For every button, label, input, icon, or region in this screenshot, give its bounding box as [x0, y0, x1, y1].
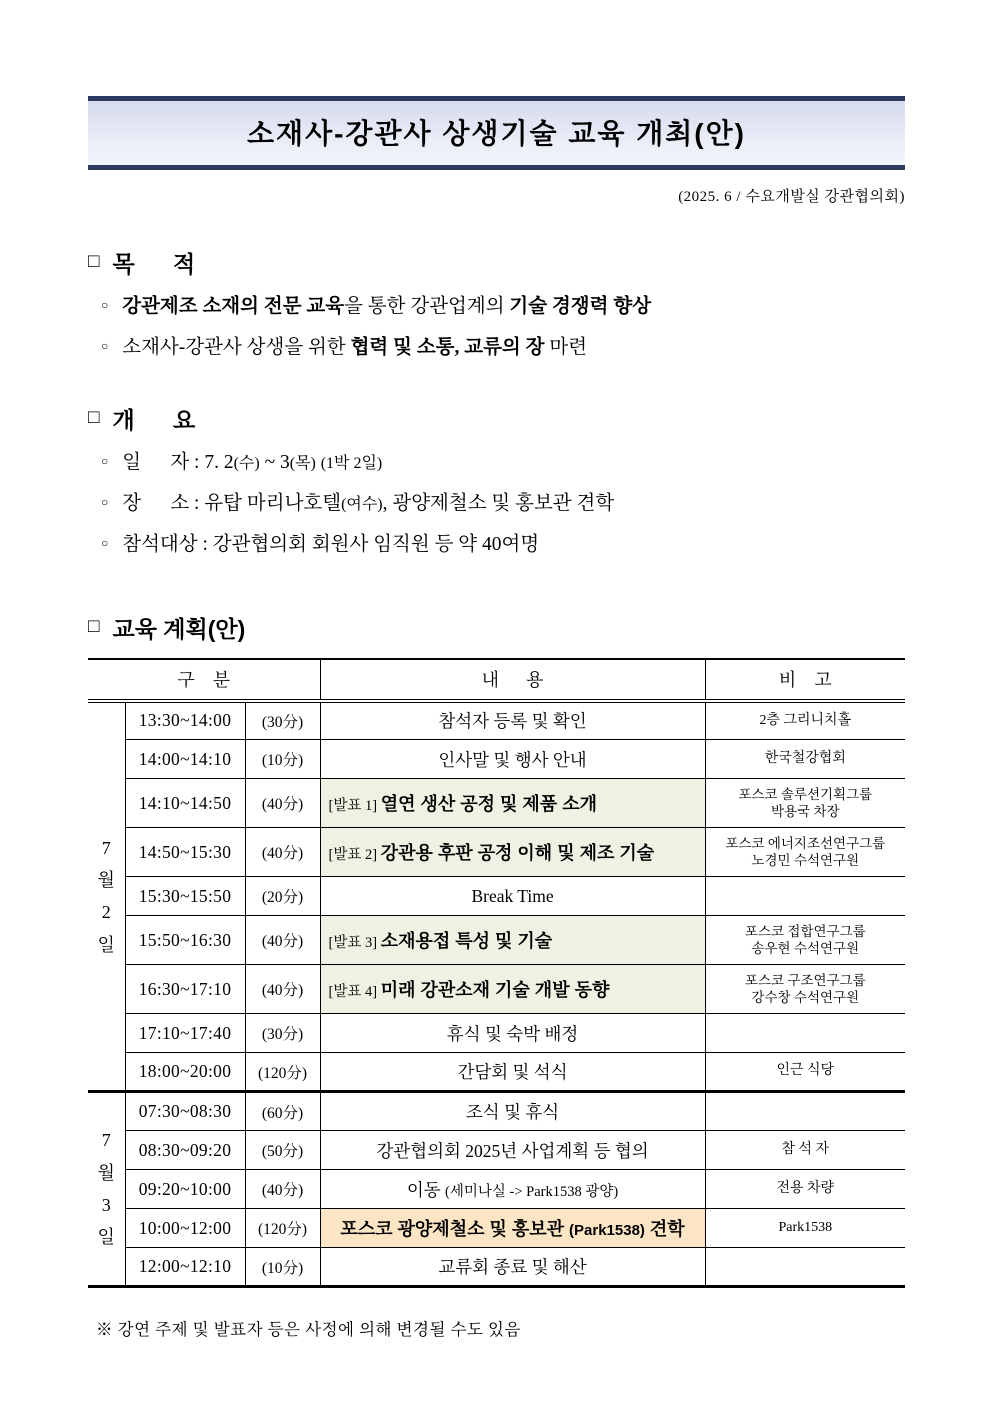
remark-cell — [705, 828, 905, 877]
table-header-row — [88, 659, 905, 701]
content-cell — [320, 1170, 705, 1209]
column-header-remarks: 비 고 — [705, 659, 905, 701]
day-label-cell — [88, 1092, 125, 1287]
time-cell: 14:00~14:10 — [125, 740, 245, 779]
remark-line: 박용국 차장 — [770, 804, 840, 820]
title-banner — [88, 96, 905, 170]
time-cell: 07:30~08:30 — [125, 1092, 245, 1131]
text-part: (Park1538) — [569, 1222, 645, 1240]
remark-line: 2층 그리니치홀 — [759, 712, 852, 728]
remark-cell — [705, 916, 905, 965]
text-part: 장 소 : 유탑 마리나호텔 — [122, 492, 342, 514]
section-purpose — [88, 246, 905, 362]
text-part: , 광양제철소 및 홍보관 견학 — [382, 492, 615, 514]
text-part: 소재사-강관사 상생을 위한 — [122, 337, 351, 359]
column-header-category: 구 분 — [88, 659, 320, 701]
document-title: 소재사-강관사 상생기술 교육 개최(안) — [246, 118, 747, 149]
schedule-row — [88, 740, 905, 779]
overview-item-place — [88, 491, 905, 517]
remark-cell — [705, 1131, 905, 1170]
purpose-item — [88, 294, 905, 320]
duration-cell: (10分) — [245, 1248, 320, 1287]
time-cell: 12:00~12:10 — [125, 1248, 245, 1287]
overview-item-text — [122, 491, 614, 517]
schedule-row — [88, 965, 905, 1014]
remark-line: 강수창 수석연구원 — [751, 990, 860, 1006]
overview-item-text — [122, 532, 539, 558]
content-cell — [320, 916, 705, 965]
remark-line: 송우현 수석연구원 — [751, 941, 860, 957]
square-bullet-icon: □ — [88, 615, 100, 637]
remark-cell — [705, 740, 905, 779]
schedule-row — [88, 916, 905, 965]
duration-cell: (120分) — [245, 1209, 320, 1248]
date-source: (2025. 6 / 수요개발실 강관협의회) — [678, 189, 905, 205]
text-part: 포스코 광양제철소 및 홍보관 — [340, 1219, 570, 1240]
content-cell — [320, 740, 705, 779]
time-cell: 18:00~20:00 — [125, 1053, 245, 1092]
square-bullet-icon: □ — [88, 406, 100, 428]
remark-line: 한국철강협회 — [764, 750, 846, 766]
section-overview-title: 개 요 — [112, 406, 196, 433]
remark-cell — [705, 1209, 905, 1248]
duration-cell: (30分) — [245, 701, 320, 740]
text-part: 교류회 종료 및 해산 — [438, 1257, 587, 1278]
text-part: (수) — [233, 454, 260, 472]
circle-bullet-icon: ○ — [101, 536, 109, 551]
text-part: 열연 생산 공정 및 제품 소개 — [380, 794, 597, 815]
circle-bullet-icon: ○ — [101, 298, 109, 312]
remark-line: 노경민 수석연구원 — [751, 853, 860, 869]
schedule-row — [88, 1053, 905, 1092]
purpose-item-text — [122, 294, 651, 320]
content-cell — [320, 701, 705, 740]
text-part: (1박 2일) — [320, 454, 383, 472]
time-cell: 10:00~12:00 — [125, 1209, 245, 1248]
text-part: 강관용 후판 공정 이해 및 제조 기술 — [380, 843, 655, 864]
section-overview-header — [88, 402, 905, 435]
duration-cell: (20分) — [245, 877, 320, 916]
remark-cell — [705, 1092, 905, 1131]
circle-bullet-icon: ○ — [101, 339, 109, 354]
text-part: [발표 2] — [328, 847, 381, 864]
remark-line: 포스코 접합연구그룹 — [744, 923, 866, 939]
remark-cell — [705, 1248, 905, 1287]
schedule-row — [88, 1248, 905, 1287]
remark-cell — [705, 1014, 905, 1053]
content-cell — [320, 1248, 705, 1287]
schedule-row — [88, 1170, 905, 1209]
schedule-row — [88, 1014, 905, 1053]
content-cell — [320, 1131, 705, 1170]
plan-table-body — [88, 701, 905, 1287]
remark-cell — [705, 1053, 905, 1092]
purpose-item-text — [122, 335, 587, 361]
content-cell — [320, 779, 705, 828]
duration-cell: (40分) — [245, 1170, 320, 1209]
section-plan-header — [88, 611, 905, 644]
overview-item-text — [122, 450, 382, 476]
circle-bullet-icon: ○ — [101, 494, 109, 509]
section-plan-title: 교육 계획(안) — [112, 615, 246, 642]
remark-line: 참 석 자 — [781, 1141, 830, 1157]
section-purpose-title: 목 적 — [112, 251, 196, 277]
content-cell — [320, 1209, 705, 1248]
content-cell — [320, 1092, 705, 1131]
text-part: 일 자 : 7. 2 — [122, 451, 234, 473]
duration-cell: (10分) — [245, 740, 320, 779]
time-cell: 16:30~17:10 — [125, 965, 245, 1014]
content-cell — [320, 828, 705, 877]
content-cell — [320, 965, 705, 1014]
time-cell: 17:10~17:40 — [125, 1014, 245, 1053]
schedule-row — [88, 779, 905, 828]
text-part: (목) — [289, 454, 316, 472]
duration-cell: (30分) — [245, 1014, 320, 1053]
text-part: 미래 강관소재 기술 개발 동향 — [380, 980, 610, 1001]
schedule-row — [88, 1131, 905, 1170]
day-label: 7월3일 — [97, 1130, 115, 1248]
remark-cell — [705, 779, 905, 828]
duration-cell: (120分) — [245, 1053, 320, 1092]
text-part: 참석대상 : 강관협의회 회원사 임직원 등 약 40여명 — [122, 534, 540, 556]
text-part: 간담회 및 석식 — [457, 1062, 568, 1083]
duration-cell: (40分) — [245, 965, 320, 1014]
text-part: 을 통한 강관업계의 — [344, 296, 510, 317]
section-overview — [88, 402, 905, 559]
footnote: ※ 강연 주제 및 발표자 등은 사정에 의해 변경될 수도 있음 — [96, 1320, 521, 1340]
text-part: 인사말 및 행사 안내 — [438, 749, 587, 770]
duration-cell: (40分) — [245, 916, 320, 965]
text-part: 이동 — [406, 1179, 446, 1200]
content-cell — [320, 1014, 705, 1053]
remark-cell — [705, 701, 905, 740]
text-part: [발표 3] — [328, 935, 381, 952]
time-cell: 14:50~15:30 — [125, 828, 245, 877]
square-bullet-icon: □ — [88, 251, 100, 272]
duration-cell: (40分) — [245, 779, 320, 828]
content-cell — [320, 1053, 705, 1092]
text-part: (세미나실 -> Park1538 광양) — [445, 1183, 619, 1200]
circle-bullet-icon: ○ — [101, 453, 109, 468]
remark-line: Park1538 — [778, 1219, 833, 1235]
remark-line: 전용 차량 — [776, 1180, 835, 1196]
schedule-row — [88, 1209, 905, 1248]
text-part: Break Time — [471, 885, 554, 906]
schedule-row — [88, 828, 905, 877]
overview-item-date — [88, 450, 905, 476]
day-label: 7월2일 — [97, 837, 115, 955]
schedule-row — [88, 701, 905, 740]
text-part: [발표 4] — [328, 984, 381, 1001]
purpose-item — [88, 335, 905, 361]
time-cell: 13:30~14:00 — [125, 701, 245, 740]
duration-cell: (60分) — [245, 1092, 320, 1131]
schedule-table — [88, 658, 905, 1289]
time-cell: 15:50~16:30 — [125, 916, 245, 965]
time-cell: 14:10~14:50 — [125, 779, 245, 828]
section-plan — [88, 611, 905, 1341]
text-part: 조식 및 휴식 — [465, 1102, 560, 1123]
text-part: 소재용접 특성 및 기술 — [380, 931, 553, 952]
schedule-row — [88, 1092, 905, 1131]
content-cell — [320, 877, 705, 916]
remark-cell — [705, 1170, 905, 1209]
text-part: ~ 3 — [259, 451, 290, 473]
text-part: 강관협의회 2025년 사업계획 등 협의 — [376, 1140, 649, 1161]
text-part: 견학 — [644, 1219, 685, 1240]
duration-cell: (50分) — [245, 1131, 320, 1170]
text-part: [발표 1] — [328, 798, 381, 815]
text-part: 강관제조 소재의 전문 교육 — [122, 296, 345, 317]
section-purpose-header — [88, 246, 905, 279]
text-part: 기술 경쟁력 향상 — [509, 296, 652, 317]
remark-line: 포스코 에너지조선연구그룹 — [725, 835, 886, 851]
day-label-cell — [88, 701, 125, 1092]
overview-item-attendees — [88, 532, 905, 558]
text-part: 마련 — [544, 337, 588, 359]
text-part: 참석자 등록 및 확인 — [438, 711, 587, 732]
time-cell: 15:30~15:50 — [125, 877, 245, 916]
text-part: 휴식 및 숙박 배정 — [446, 1023, 579, 1044]
time-cell: 08:30~09:20 — [125, 1131, 245, 1170]
remark-line: 포스코 솔루션기획그룹 — [738, 786, 873, 802]
schedule-row — [88, 877, 905, 916]
duration-cell: (40分) — [245, 828, 320, 877]
remark-cell — [705, 877, 905, 916]
remark-line: 포스코 구조연구그룹 — [744, 972, 866, 988]
text-part: 협력 및 소통, 교류의 장 — [350, 337, 545, 359]
column-header-content: 내 용 — [320, 659, 705, 701]
time-cell: 09:20~10:00 — [125, 1170, 245, 1209]
text-part: (여수) — [341, 495, 383, 513]
remark-cell — [705, 965, 905, 1014]
remark-line: 인근 식당 — [776, 1063, 835, 1079]
